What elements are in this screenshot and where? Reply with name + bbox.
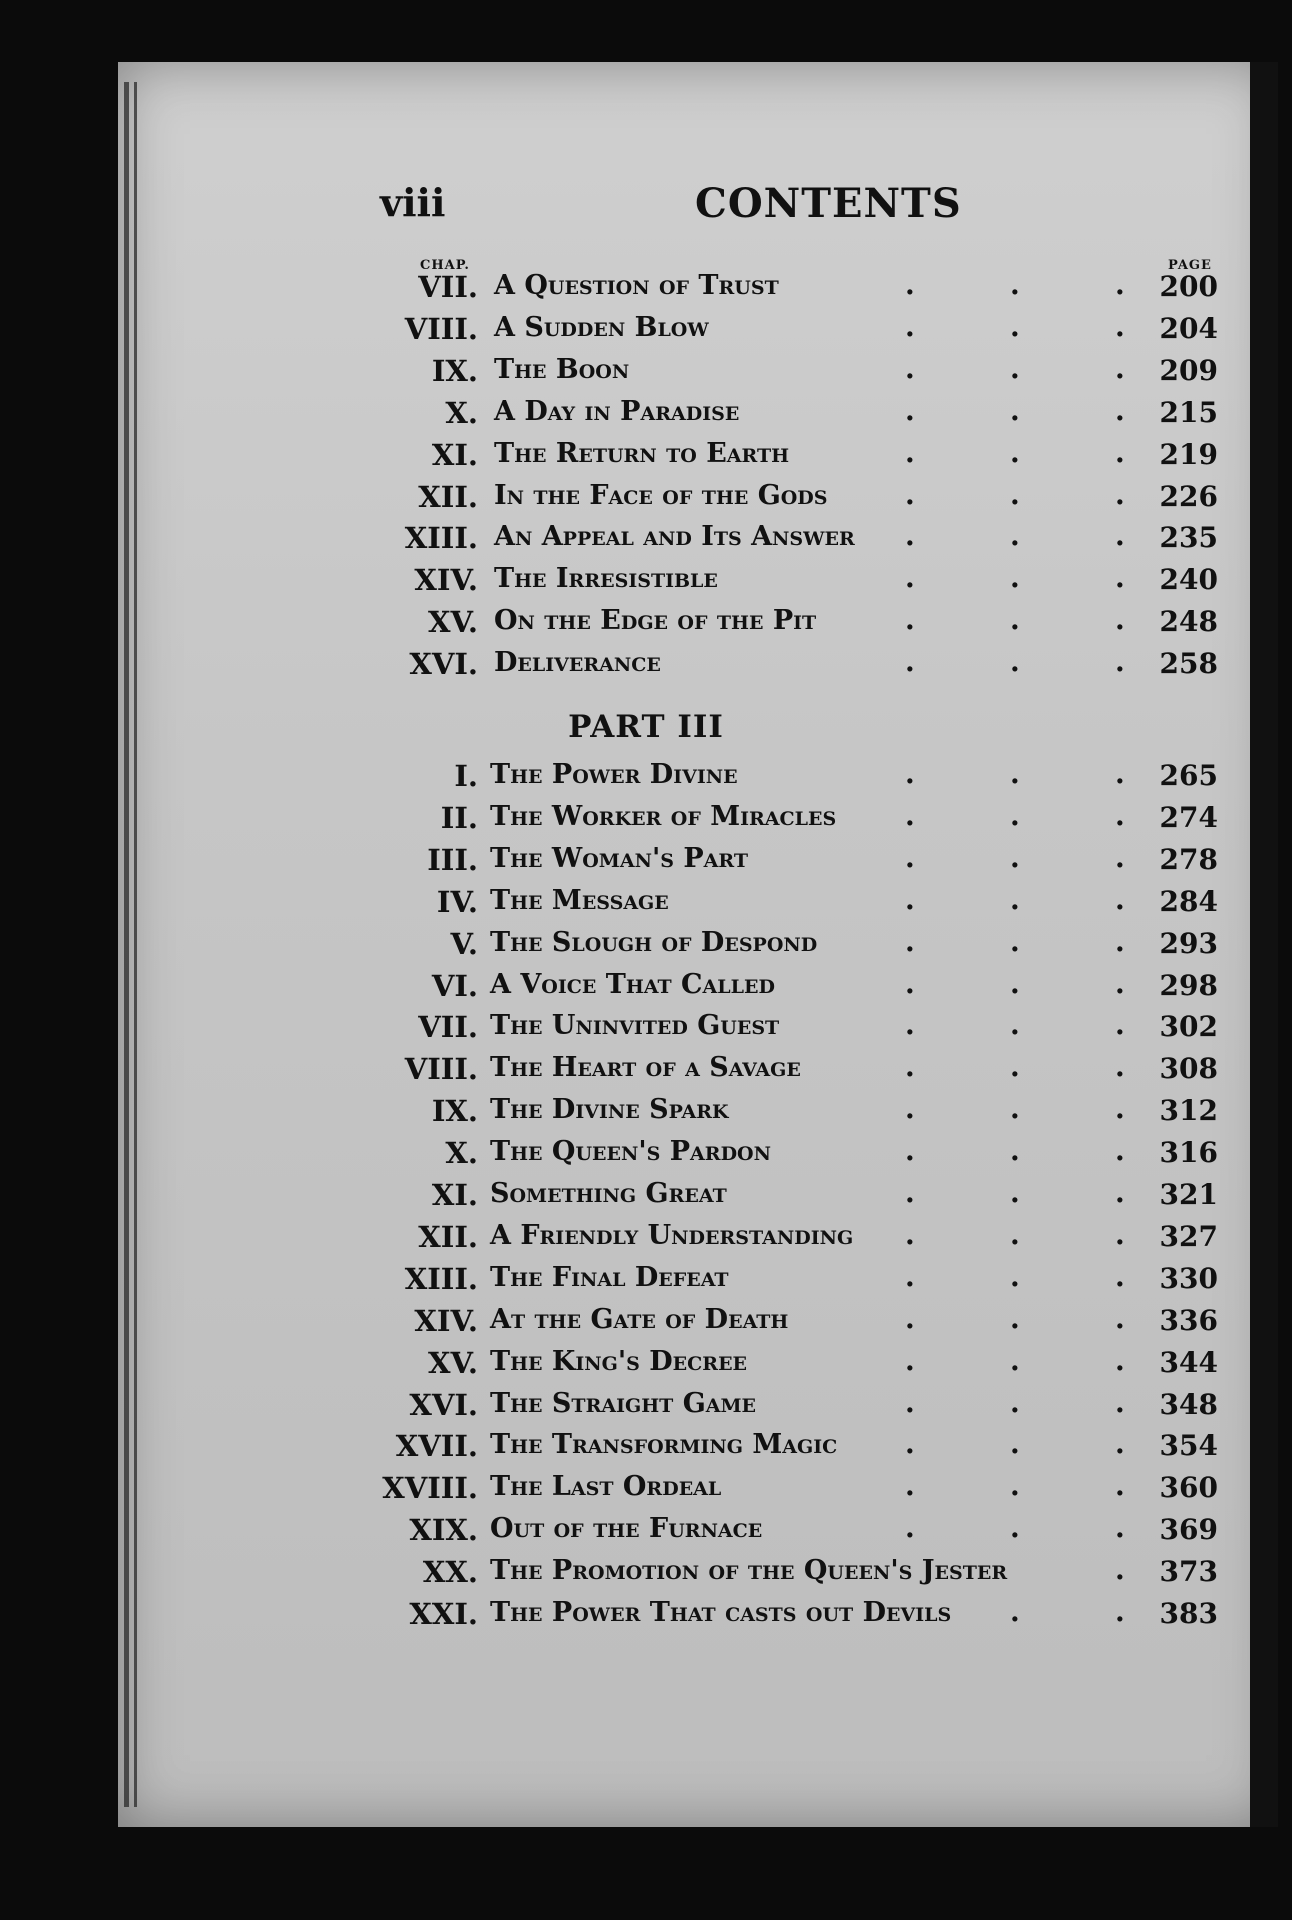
leader-dot: . bbox=[905, 1343, 915, 1377]
chapter-number: XV. bbox=[427, 605, 478, 640]
chapter-title: On the Edge of the Pit bbox=[494, 605, 817, 637]
chapter-title: The Return to Earth bbox=[494, 437, 790, 469]
leader-dot: . bbox=[1010, 1259, 1020, 1293]
leader-dot: . bbox=[1010, 603, 1020, 637]
page-number: 219 bbox=[1159, 437, 1218, 471]
leader-dot: . bbox=[1115, 309, 1125, 343]
leader-dot: . bbox=[1010, 393, 1020, 427]
leader-dot: . bbox=[1010, 1301, 1020, 1335]
chapter-title: The Queen's Pardon bbox=[490, 1136, 771, 1168]
toc-entry bbox=[0, 840, 1292, 883]
leader-dot: . bbox=[905, 798, 915, 832]
toc-entry bbox=[0, 1259, 1292, 1302]
page-number: 360 bbox=[1159, 1471, 1218, 1505]
leader-dot: . bbox=[905, 1176, 915, 1209]
chapter-title: A Day in Paradise bbox=[494, 395, 740, 427]
chapter-title: The Power Divine bbox=[490, 759, 738, 790]
chapter-number: IV. bbox=[436, 884, 478, 919]
leader-dot: . bbox=[905, 1050, 915, 1084]
toc-entry bbox=[0, 759, 1292, 799]
toc-entry bbox=[0, 882, 1292, 925]
chapter-number: XIII. bbox=[404, 521, 478, 556]
chapter-number: XI. bbox=[431, 1178, 478, 1212]
page-number: 298 bbox=[1159, 968, 1218, 1002]
page-number: 200 bbox=[1159, 270, 1218, 303]
chapter-number: XVI. bbox=[409, 647, 478, 682]
toc-entry bbox=[0, 435, 1292, 478]
leader-dot: . bbox=[905, 351, 915, 385]
toc-entry bbox=[0, 924, 1292, 967]
page-number: 330 bbox=[1159, 1261, 1218, 1295]
chapter-title: The Irresistible bbox=[494, 563, 718, 595]
leader-dot: . bbox=[1010, 924, 1020, 958]
chapter-number: XXI. bbox=[409, 1597, 478, 1631]
toc-entry bbox=[0, 1217, 1292, 1260]
chapter-title: A Friendly Understanding bbox=[490, 1219, 854, 1251]
page-number: 336 bbox=[1159, 1303, 1218, 1337]
chapter-number: IX. bbox=[431, 1094, 478, 1129]
page-number: 240 bbox=[1159, 563, 1218, 597]
leader-dot: . bbox=[1115, 393, 1125, 427]
chapter-title: Deliverance bbox=[494, 647, 661, 679]
page-number: 265 bbox=[1159, 759, 1218, 792]
toc-entry bbox=[0, 1555, 1292, 1595]
leader-dot: . bbox=[905, 1259, 915, 1293]
leader-dot: . bbox=[1010, 1511, 1020, 1545]
chapter-number: V. bbox=[450, 926, 478, 961]
chapter-number: XX. bbox=[422, 1555, 478, 1590]
leader-dot: . bbox=[905, 393, 915, 427]
toc-entry bbox=[0, 393, 1292, 436]
leader-dot: . bbox=[905, 840, 915, 874]
chapter-number: IX. bbox=[431, 353, 478, 388]
leader-dot: . bbox=[1115, 840, 1125, 874]
chapter-title: The Worker of Miracles bbox=[490, 800, 837, 832]
leader-dot: . bbox=[1010, 645, 1020, 679]
chapter-number: XVII. bbox=[395, 1429, 478, 1464]
chapter-title: The Woman's Part bbox=[490, 842, 748, 874]
leader-dot: . bbox=[905, 1385, 915, 1419]
toc-entry bbox=[0, 966, 1292, 1009]
chapter-number: VII. bbox=[418, 1010, 478, 1045]
toc-entry bbox=[0, 351, 1292, 394]
chapter-title: The King's Decree bbox=[490, 1345, 748, 1377]
toc-entry bbox=[0, 1136, 1292, 1176]
chapter-number: XV. bbox=[427, 1345, 478, 1380]
chapter-title: The Uninvited Guest bbox=[490, 1010, 780, 1042]
page-number: 321 bbox=[1159, 1178, 1218, 1211]
leader-dot: . bbox=[905, 1092, 915, 1126]
leader-dot: . bbox=[905, 1427, 915, 1461]
toc-entry bbox=[0, 647, 1292, 687]
leader-dot: . bbox=[1010, 268, 1020, 301]
chapter-title: The Message bbox=[490, 884, 669, 916]
chapter-number: XIII. bbox=[404, 1261, 478, 1296]
chapter-number: XIV. bbox=[414, 563, 478, 598]
leader-dot: . bbox=[1115, 1050, 1125, 1084]
chapter-number: XII. bbox=[418, 1219, 478, 1254]
page-number: 316 bbox=[1159, 1136, 1218, 1170]
leader-dot: . bbox=[1115, 1427, 1125, 1461]
leader-dot: . bbox=[905, 966, 915, 1000]
leader-dot: . bbox=[1010, 966, 1020, 1000]
leader-dot: . bbox=[1010, 435, 1020, 469]
leader-dot: . bbox=[1115, 1008, 1125, 1042]
toc-entry bbox=[0, 1094, 1292, 1134]
page-number: 302 bbox=[1159, 1010, 1218, 1044]
part-heading: PART III bbox=[568, 709, 724, 745]
leader-dot: . bbox=[1115, 1259, 1125, 1293]
page-number: 344 bbox=[1159, 1345, 1218, 1379]
leader-dot: . bbox=[1010, 1595, 1020, 1628]
leader-dot: . bbox=[905, 603, 915, 637]
toc-entry bbox=[0, 270, 1292, 310]
chapter-number: XVIII. bbox=[382, 1471, 478, 1506]
chapter-number: XII. bbox=[418, 479, 478, 514]
leader-dot: . bbox=[905, 882, 915, 916]
page-title: CONTENTS bbox=[695, 180, 962, 227]
page-number: 248 bbox=[1159, 605, 1218, 639]
leader-dot: . bbox=[905, 924, 915, 958]
toc-entry bbox=[0, 1385, 1292, 1428]
toc-entry bbox=[0, 1178, 1292, 1218]
leader-dot: . bbox=[1115, 1511, 1125, 1545]
leader-dot: . bbox=[1115, 1092, 1125, 1126]
chapter-title: A Question of Trust bbox=[494, 270, 779, 301]
toc-entry bbox=[0, 309, 1292, 352]
page-number: 369 bbox=[1159, 1513, 1218, 1547]
leader-dot: . bbox=[1010, 561, 1020, 595]
leader-dot: . bbox=[1115, 924, 1125, 958]
leader-dot: . bbox=[1115, 1385, 1125, 1419]
page-number: 348 bbox=[1159, 1387, 1218, 1421]
leader-dot: . bbox=[905, 519, 915, 553]
chapter-title: The Heart of a Savage bbox=[490, 1052, 801, 1084]
leader-dot: . bbox=[1115, 603, 1125, 637]
leader-dot: . bbox=[905, 1134, 915, 1168]
leader-dot: . bbox=[1010, 882, 1020, 916]
chapter-number: I. bbox=[454, 759, 478, 793]
chapter-number: II. bbox=[440, 800, 478, 835]
leader-dot: . bbox=[905, 1469, 915, 1503]
leader-dot: . bbox=[1115, 798, 1125, 832]
chapter-title: The Final Defeat bbox=[490, 1261, 729, 1293]
page-number: 293 bbox=[1159, 926, 1218, 960]
page-number: 383 bbox=[1159, 1597, 1218, 1630]
leader-dot: . bbox=[1010, 519, 1020, 553]
chapter-number: XIV. bbox=[414, 1303, 478, 1338]
chapter-title: The Boon bbox=[494, 353, 630, 385]
page-number: 215 bbox=[1159, 395, 1218, 429]
leader-dot: . bbox=[1115, 1343, 1125, 1377]
leader-dot: . bbox=[1115, 1217, 1125, 1251]
page-number: 278 bbox=[1159, 842, 1218, 876]
leader-dot: . bbox=[1010, 840, 1020, 874]
toc-entry bbox=[0, 521, 1292, 561]
chapter-number: VIII. bbox=[404, 1052, 478, 1087]
page-number: 327 bbox=[1159, 1219, 1218, 1253]
leader-dot: . bbox=[905, 268, 915, 301]
leader-dot: . bbox=[1115, 1553, 1125, 1587]
toc-entry bbox=[0, 1052, 1292, 1092]
page-number: 312 bbox=[1159, 1094, 1218, 1128]
chapter-column-label: CHAP. bbox=[420, 258, 470, 273]
leader-dot: . bbox=[905, 1217, 915, 1251]
leader-dot: . bbox=[1010, 1385, 1020, 1419]
page-number: 235 bbox=[1159, 521, 1218, 555]
leader-dot: . bbox=[1115, 882, 1125, 916]
toc-entry bbox=[0, 563, 1292, 603]
leader-dot: . bbox=[905, 645, 915, 679]
leader-dot: . bbox=[1115, 1134, 1125, 1168]
chapter-number: XVI. bbox=[409, 1387, 478, 1422]
leader-dot: . bbox=[1010, 757, 1020, 790]
leader-dot: . bbox=[905, 1301, 915, 1335]
chapter-title: A Sudden Blow bbox=[494, 311, 709, 343]
leader-dot: . bbox=[905, 1008, 915, 1042]
chapter-title: A Voice That Called bbox=[490, 968, 775, 1000]
leader-dot: . bbox=[1115, 1301, 1125, 1335]
leader-dot: . bbox=[1010, 1427, 1020, 1461]
page-number: 274 bbox=[1159, 800, 1218, 834]
leader-dot: . bbox=[1010, 1008, 1020, 1042]
leader-dot: . bbox=[905, 1511, 915, 1545]
leader-dot: . bbox=[1010, 1134, 1020, 1168]
leader-dot: . bbox=[1115, 757, 1125, 790]
page-number: 284 bbox=[1159, 884, 1218, 918]
leader-dot: . bbox=[1010, 1217, 1020, 1251]
page-column-label: PAGE bbox=[1168, 258, 1212, 273]
leader-dot: . bbox=[1115, 561, 1125, 595]
chapter-title: At the Gate of Death bbox=[490, 1303, 789, 1335]
page-number: 373 bbox=[1159, 1555, 1218, 1589]
toc-entry bbox=[0, 798, 1292, 841]
chapter-title: The Power That casts out Devils bbox=[490, 1597, 952, 1628]
leader-dot: . bbox=[905, 435, 915, 469]
chapter-number: VIII. bbox=[404, 311, 478, 346]
leader-dot: . bbox=[905, 757, 915, 790]
page-number: 226 bbox=[1159, 479, 1218, 513]
chapter-title: The Last Ordeal bbox=[490, 1471, 722, 1503]
chapter-title: Out of the Furnace bbox=[490, 1513, 763, 1545]
page-number: 354 bbox=[1159, 1429, 1218, 1463]
toc-entry bbox=[0, 1343, 1292, 1386]
chapter-title: Something Great bbox=[490, 1178, 727, 1209]
leader-dot: . bbox=[1010, 798, 1020, 832]
chapter-number: X. bbox=[445, 1136, 478, 1171]
page-folio: viii bbox=[380, 180, 446, 225]
chapter-number: III. bbox=[427, 842, 478, 877]
leader-dot: . bbox=[1010, 1469, 1020, 1503]
leader-dot: . bbox=[1010, 1176, 1020, 1209]
toc-entry bbox=[0, 1301, 1292, 1344]
toc-entry bbox=[0, 1513, 1292, 1553]
toc-entry bbox=[0, 605, 1292, 645]
page-number: 204 bbox=[1159, 311, 1218, 345]
leader-dot: . bbox=[905, 309, 915, 343]
leader-dot: . bbox=[1010, 1050, 1020, 1084]
chapter-title: The Promotion of the Queen's Jester bbox=[490, 1555, 1008, 1587]
chapter-number: VI. bbox=[431, 968, 478, 1003]
page-header bbox=[0, 180, 1292, 230]
toc-entry bbox=[0, 1597, 1292, 1637]
chapter-number: XI. bbox=[431, 437, 478, 472]
page-number: 308 bbox=[1159, 1052, 1218, 1086]
leader-dot: . bbox=[1115, 519, 1125, 553]
leader-dot: . bbox=[1010, 351, 1020, 385]
leader-dot: . bbox=[1010, 309, 1020, 343]
leader-dot: . bbox=[1115, 1595, 1125, 1628]
toc-entry bbox=[0, 1429, 1292, 1469]
leader-dot: . bbox=[1115, 435, 1125, 469]
leader-dot: . bbox=[905, 477, 915, 511]
chapter-title: In the Face of the Gods bbox=[494, 479, 828, 511]
leader-dot: . bbox=[1115, 1469, 1125, 1503]
leader-dot: . bbox=[1115, 268, 1125, 301]
chapter-title: The Slough of Despond bbox=[490, 926, 818, 958]
page-number: 209 bbox=[1159, 353, 1218, 387]
leader-dot: . bbox=[1010, 477, 1020, 511]
leader-dot: . bbox=[905, 561, 915, 595]
leader-dot: . bbox=[1115, 966, 1125, 1000]
leader-dot: . bbox=[1115, 645, 1125, 679]
toc-entry bbox=[0, 1471, 1292, 1511]
chapter-number: XIX. bbox=[409, 1513, 478, 1548]
chapter-number: X. bbox=[445, 395, 478, 430]
chapter-title: The Divine Spark bbox=[490, 1094, 729, 1126]
leader-dot: . bbox=[1115, 351, 1125, 385]
leader-dot: . bbox=[1010, 1343, 1020, 1377]
leader-dot: . bbox=[1115, 477, 1125, 511]
leader-dot: . bbox=[1010, 1092, 1020, 1126]
chapter-title: An Appeal and Its Answer bbox=[494, 521, 855, 553]
page-number: 258 bbox=[1159, 647, 1218, 681]
toc-entry bbox=[0, 1010, 1292, 1050]
chapter-title: The Straight Game bbox=[490, 1387, 757, 1419]
leader-dot: . bbox=[1115, 1176, 1125, 1209]
toc-entry bbox=[0, 477, 1292, 520]
chapter-title: The Transforming Magic bbox=[490, 1429, 838, 1461]
chapter-number: VII. bbox=[418, 270, 478, 304]
